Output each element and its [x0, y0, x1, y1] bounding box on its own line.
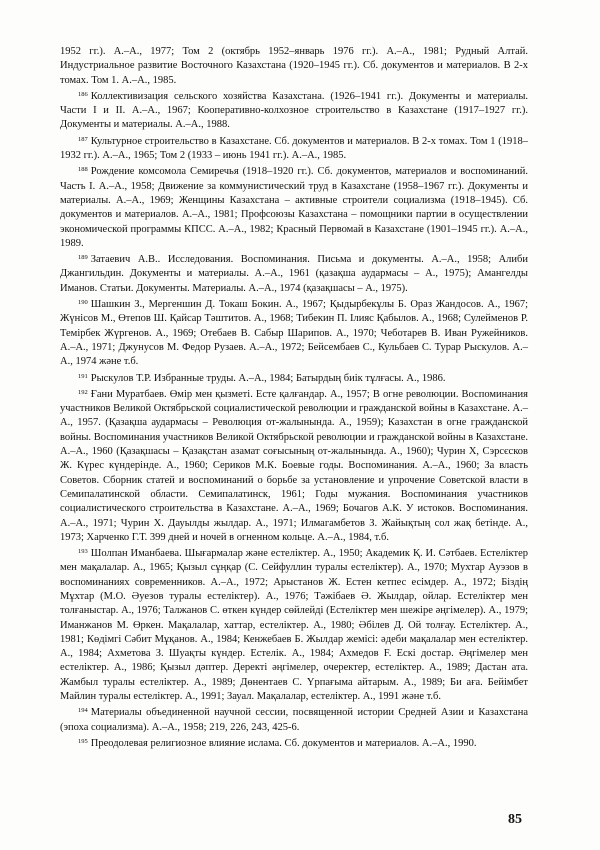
footnote-text: Коллективизация сельского хозяйства Казахстана. (1926–1941 гг.). Документы и материалы. Части I и II. А.–А., 1967; Кооперативно-колхозное строительство в Казахстане (1917–1927 гг.). Документы и материалы. А.–А., 1988.	[60, 90, 528, 131]
footnote-186	[60, 88, 528, 133]
footnote-text: Материалы объединенной научной сессии, посвященной истории Средней Азии и Казахстана (эпоха социализма). А.–А., 1958; 219, 226, 243, 425-6.	[60, 707, 528, 733]
footnote-193	[60, 545, 528, 704]
footnote-number: 193	[78, 548, 88, 556]
footnote-number: 192	[78, 388, 88, 396]
footnote-195	[60, 735, 528, 751]
footnote-number: 187	[78, 135, 88, 143]
footnote-190	[60, 296, 528, 369]
footnote-text: Шолпан Иманбаева. Шығармалар және естеліктер. А., 1950; Академик Қ. И. Сәтбаев. Естеліктер мен мақалалар. А., 1965; Қызыл сұңқар (С. Сейфуллин туралы естеліктер). А., 1970; Мухтар Ауэзов в воспоминаниях современников. А.–А., 1972; Арыстанов Ж. Естен кетпес есімдер. А., 1972; Біздің Мұхтар (М.О. Әуезов туралы естеліктер). А., 1976; Тәжібаев Ә. Жылдар, ойлар. Естеліктер мен толғаныстар. А., 1976; Талжанов С. өткен күндер сөйлейді (Естеліктер мен шежіре әңгімелер). А., 1979; Иманжанов М. Өркен. Мақалалар, хаттар, естеліктер. А., 1980; Әбілев Д. Ой толғау. Естеліктер. А., 1981; Көдімгі Сәбит Мұқанов. А., 1984; Кенжебаев Б. Жылдар жемісі: әдеби мақалалар мен естеліктер. А., 1984; Ахметова З. Шуақты күндер. Естелік. А., 1984; Ахмедов F. Ескі достар. Әңгімелер мен естеліктер. А., 1986; Қызыл дәптер. Деректі әңгімелер, очеректер, естеліктер. А., 1989; Дастан ата. Жамбыл туралы естеліктер. А., 1989; Дөнентаев С. Үрпағыма айтарым. А., 1989; Би аға. Бейімбет Майлин туралы естеліктер. А., 1991; Зауал. Мақалалар, естеліктер. А., 1991 және т.б.	[60, 548, 528, 703]
footnote-number: 188	[78, 166, 88, 174]
footnote-192	[60, 386, 528, 545]
footnote-text: Рыскулов Т.Р. Избранные труды. А.–А., 1984; Батырдың биік тұлғасы. А., 1986.	[90, 372, 446, 384]
footnote-number: 191	[78, 372, 88, 380]
footnote-number: 189	[78, 254, 88, 262]
footnote-text: Культурное строительство в Казахстане. Сб. документов и материалов. В 2-х томах. Том 1 (1918–1932 гг.). А.–А., 1965; Том 2 (1933 – июнь 1941 гг.). А.–А., 1985.	[60, 135, 528, 162]
footnote-text: Преодолевая религиозное влияние ислама. Сб. документов и материалов. А.–А., 1990.	[90, 737, 477, 749]
footnote-number: 186	[78, 90, 88, 98]
footnote-188	[60, 163, 528, 251]
page-number: 85	[508, 812, 522, 827]
footnote-number: 190	[78, 299, 88, 307]
footnote-187	[60, 133, 528, 164]
footnote-text: Ғани Муратбаев. Өмір мен қызметі. Есте қалғандар. А., 1957; В огне революции. Воспоминания участников Великой Октябрьской социалистической революции и гражданской войны в Казахстане. А.–А., 1957. (Қазақша аудармасы – Революция от-жалынында. А., 1959); Казахстан в огне гражданской войны. Воспоминания участников Великой Октябрьской революции и гражданской войны в Казахстане. А.–А., 1960 (Қазақшасы – Қазақстан азамат соғысының от-жалынында. А., 1960); Чурин Х, Сэрсєсков Ж. Күрес күндерінде. А., 1960; Сериков М.К. Боевые годы. Воспоминания. А.–А., 1960; За власть Советов. Сборник статей и воспоминаний о борьбе за установление и упрочение Советской власти в Семипалатинской области. Семипалатинск, 1961; Годы мужания. Воспоминания участников социалистического строительства в Казахстане. А.–А., 1969; Бочагов А.К. У истоков. Воспоминания. А.–А., 1971; Чурин Х. Дауылды жылдар. А., 1971; Илмагамбетов З. Жайықтың сол жақ бетінде. А., 1973; Харченко Г.Т. 399 дней и ночей в огненном кольце. А.–А., 1984, т.б.	[60, 388, 528, 543]
footnote-text: Рождение комсомола Семиречья (1918–1920 гг.). Сб. документов, материалов и воспоминаний. Часть I. А.–А., 1958; Движение за коммунистический труд в Казахстане (1958–1967 гг.). Документы и материалы. А.–А., 1969; Женщины Казахстана – активные строители социализма (1918–1945). Сб. документов и материалов. А.–А., 1981; Профсоюзы Казахстана – помощники партии в осуществлении экономической программы КПСС. А.–А., 1982; Красный Первомай в Казахстане (1901–1945 гг.). А.–А., 1989.	[60, 166, 528, 249]
footnote-number: 195	[78, 737, 88, 745]
footnote-number: 194	[78, 707, 88, 715]
footnotes	[60, 45, 528, 751]
footnote-185-continued	[60, 45, 528, 88]
footnote-189	[60, 251, 528, 296]
footnote-text: 1952 гг.). А.–А., 1977; Том 2 (октябрь 1952–январь 1976 гг.). А.–А., 1981; Рудный Алтай. Индустриальное развитие Восточного Казахстана (1920–1945 гг.). Сб. документов и материалов. В 2-х томах. Том 1. А.–А., 1985.	[60, 46, 528, 86]
footnote-text: Затаевич А.В.. Исследования. Воспоминания. Письма и документы. А.–А., 1958; Алиби Джангильдин. Документы и материалы. А.–А., 1961 (қазақша аудармасы – А., 1975); Амангелды Иманов. Статьи. Документы. Материалы. А.–А., 1974 (қазақшасы – А., 1975).	[60, 254, 528, 294]
footnote-194	[60, 704, 528, 735]
footnote-text: Шашкин З., Мергеншин Д. Токаш Бокин. А., 1967; Қыдырбекұлы Б. Ораз Жандосов. А., 1967; Жүнісов М., Өтепов Ш. Қайсар Тәштитов. А., 1968; Тибекин П. Ілияс Қабылов. А., 1968; Сулейменов Р. Темірбек Жүргенов. А., 1969; Отебаев В. Сабыр Шарипов. А., 1970; Чеботарев В. Иван Ружейников. А.–А., 1971; Джунусов М. Федор Рузаев. А.–А., 1972; Бейсембаев С., Кульбаев С. Турар Рыскулов. А.–А., 1974 және т.б.	[60, 299, 528, 368]
footnote-191	[60, 370, 528, 386]
